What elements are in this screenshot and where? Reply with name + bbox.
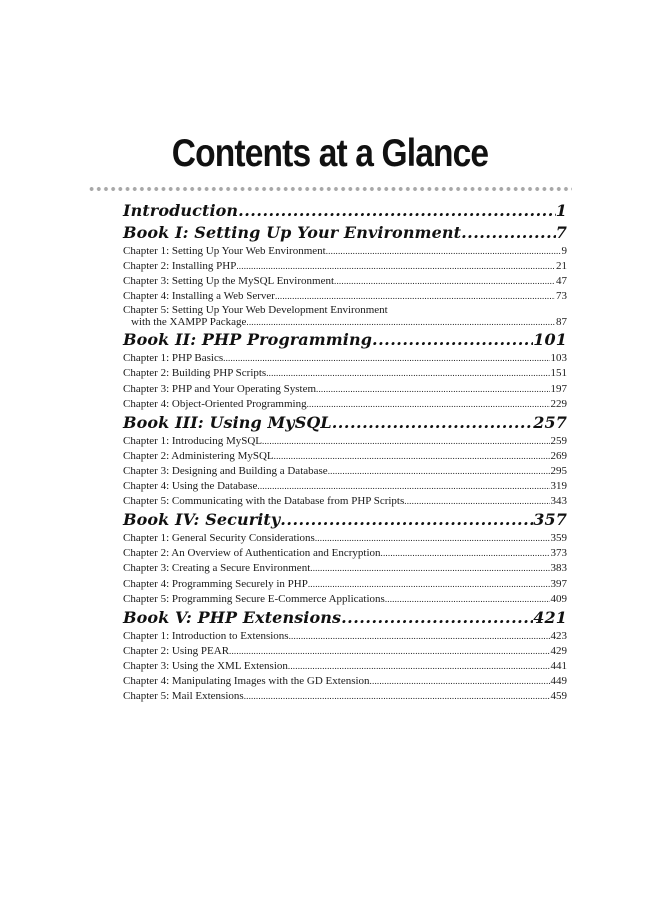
entry-label: Chapter 4: Programming Securely in PHP bbox=[123, 577, 308, 590]
dot-leader bbox=[332, 412, 534, 434]
entry-label: Book III: Using MySQL bbox=[123, 412, 332, 432]
toc-entry-chapter[interactable] bbox=[123, 644, 567, 659]
entry-label: Chapter 2: Administering MySQL bbox=[123, 449, 274, 462]
toc-entry-book[interactable] bbox=[123, 509, 567, 531]
book-group bbox=[123, 329, 567, 411]
entry-label: Chapter 2: An Overview of Authentication and Encryption bbox=[123, 547, 381, 560]
page-number: 357 bbox=[533, 510, 567, 530]
page-number: 7 bbox=[555, 223, 567, 242]
page-number: 449 bbox=[550, 674, 567, 687]
toc-entry-chapter[interactable] bbox=[123, 494, 567, 509]
entry-label: Chapter 5: Setting Up Your Web Development Environment bbox=[123, 304, 388, 317]
page-number: 87 bbox=[556, 316, 567, 329]
toc-entry-chapter[interactable] bbox=[123, 289, 567, 304]
page-number: 73 bbox=[556, 290, 567, 303]
chapter-label-continuation bbox=[123, 316, 567, 329]
toc-entry-chapter[interactable] bbox=[123, 366, 567, 381]
entry-label-continued: with the XAMPP Package bbox=[131, 316, 247, 329]
dot-leader bbox=[238, 200, 556, 222]
page-number: 101 bbox=[533, 330, 567, 350]
toc-entry-chapter[interactable] bbox=[123, 434, 567, 449]
entry-label: Book V: PHP Extensions bbox=[123, 607, 342, 627]
toc-entry-book[interactable] bbox=[123, 329, 567, 351]
dot-leader bbox=[289, 629, 550, 644]
entry-label: Chapter 1: PHP Basics bbox=[123, 352, 224, 365]
toc-entry-chapter[interactable] bbox=[123, 449, 567, 464]
toc-entry-chapter[interactable] bbox=[123, 382, 567, 397]
dot-leader bbox=[310, 561, 549, 576]
page-number: 343 bbox=[550, 495, 567, 508]
dot-leader bbox=[461, 222, 556, 244]
dot-leader bbox=[308, 577, 550, 592]
toc-entry-chapter[interactable] bbox=[123, 577, 567, 592]
toc-entry-book[interactable] bbox=[123, 222, 567, 244]
page-title: Contents at a Glance bbox=[171, 132, 489, 175]
dot-leader bbox=[229, 644, 549, 659]
entry-label: Chapter 1: Introduction to Extensions bbox=[123, 629, 289, 642]
toc-entry-chapter[interactable] bbox=[123, 592, 567, 607]
books-list bbox=[123, 222, 567, 704]
dot-leader bbox=[223, 351, 549, 366]
dot-leader bbox=[275, 289, 555, 304]
entry-label: Chapter 2: Installing PHP bbox=[123, 260, 237, 273]
page-number: 423 bbox=[550, 629, 567, 642]
entry-label: Chapter 3: PHP and Your Operating System bbox=[123, 382, 317, 395]
dot-leader bbox=[315, 531, 550, 546]
toc-entry-chapter[interactable] bbox=[123, 464, 567, 479]
entry-label: Chapter 3: Using the XML Extension bbox=[123, 659, 288, 672]
page-number: 295 bbox=[550, 464, 567, 477]
dot-leader bbox=[262, 434, 549, 449]
page-number: 103 bbox=[550, 352, 567, 365]
dot-leader bbox=[280, 509, 533, 531]
entry-label: Chapter 1: General Security Considerations bbox=[123, 532, 315, 545]
toc-entry-chapter[interactable] bbox=[123, 659, 567, 674]
entry-label: Chapter 4: Object-Oriented Programming bbox=[123, 397, 307, 410]
page-number: 359 bbox=[550, 532, 567, 545]
dot-leader bbox=[385, 592, 550, 607]
page-number: 459 bbox=[550, 690, 567, 703]
toc-entry-chapter[interactable] bbox=[123, 674, 567, 689]
dot-leader bbox=[257, 479, 549, 494]
dot-leader bbox=[334, 274, 555, 289]
page-number: 9 bbox=[561, 245, 567, 257]
dot-leader bbox=[307, 397, 550, 412]
entry-label: Chapter 2: Building PHP Scripts bbox=[123, 367, 267, 380]
page-number: 229 bbox=[550, 397, 567, 410]
book-group bbox=[123, 607, 567, 704]
toc-entry-chapter[interactable] bbox=[123, 546, 567, 561]
toc-entry-chapter[interactable] bbox=[123, 397, 567, 412]
entry-label: Chapter 1: Setting Up Your Web Environment bbox=[123, 245, 326, 257]
page-number: 373 bbox=[550, 547, 567, 560]
page-number: 257 bbox=[533, 412, 567, 432]
toc-entry-chapter[interactable] bbox=[123, 259, 567, 274]
entry-label: Chapter 3: Designing and Building a Database bbox=[123, 464, 328, 477]
page-number: 383 bbox=[550, 562, 567, 575]
entry-label: Chapter 5: Mail Extensions bbox=[123, 690, 244, 703]
dot-leader bbox=[381, 546, 550, 561]
toc-entry-chapter[interactable] bbox=[123, 561, 567, 576]
dot-leader bbox=[316, 382, 549, 397]
dot-leader bbox=[244, 689, 550, 704]
page-number: 421 bbox=[533, 607, 567, 627]
dot-leader bbox=[236, 259, 555, 274]
page-number: 397 bbox=[550, 577, 567, 590]
book-group bbox=[123, 509, 567, 606]
entry-label: Book II: PHP Programming bbox=[123, 330, 372, 350]
toc-entry-book[interactable] bbox=[123, 412, 567, 434]
entry-label: Chapter 4: Using the Database bbox=[123, 480, 258, 493]
book-group bbox=[123, 222, 567, 329]
entry-label: Chapter 5: Programming Secure E-Commerce Applications bbox=[123, 592, 385, 605]
page-number: 21 bbox=[556, 260, 567, 273]
toc-entry-chapter[interactable] bbox=[123, 244, 567, 259]
toc-entry-chapter[interactable] bbox=[123, 689, 567, 704]
entry-label: Chapter 3: Creating a Secure Environment bbox=[123, 562, 311, 575]
book-group bbox=[123, 412, 567, 509]
toc-entry-introduction[interactable] bbox=[123, 200, 567, 222]
entry-label: Chapter 2: Using PEAR bbox=[123, 644, 230, 657]
dot-leader bbox=[266, 366, 549, 381]
dotted-divider bbox=[88, 186, 572, 192]
dot-leader bbox=[246, 316, 555, 329]
toc-entry-chapter[interactable] bbox=[123, 531, 567, 546]
dot-leader bbox=[326, 244, 561, 259]
entry-label: Introduction bbox=[123, 201, 239, 220]
page-number: 47 bbox=[556, 275, 567, 288]
entry-label: Chapter 1: Introducing MySQL bbox=[123, 434, 263, 447]
page-number: 269 bbox=[550, 449, 567, 462]
entry-label: Chapter 4: Manipulating Images with the GD Extension bbox=[123, 674, 370, 687]
toc-entry-chapter[interactable] bbox=[123, 304, 567, 329]
page-number: 197 bbox=[550, 382, 567, 395]
entry-label: Chapter 5: Communicating with the Database from PHP Scripts bbox=[123, 495, 405, 508]
page-number: 319 bbox=[550, 480, 567, 493]
toc-entry-chapter[interactable] bbox=[123, 351, 567, 366]
entry-label: Chapter 3: Setting Up the MySQL Environment bbox=[123, 275, 335, 288]
toc-entry-chapter[interactable] bbox=[123, 629, 567, 644]
page-number: 441 bbox=[550, 659, 567, 672]
toc-entry-chapter[interactable] bbox=[123, 479, 567, 494]
dot-leader bbox=[372, 329, 533, 351]
page-number: 151 bbox=[550, 367, 567, 380]
entry-label: Book I: Setting Up Your Environment bbox=[123, 223, 462, 242]
toc-entry-book[interactable] bbox=[123, 607, 567, 629]
dot-leader bbox=[404, 494, 549, 509]
dot-leader bbox=[328, 464, 550, 479]
page-number: 259 bbox=[550, 434, 567, 447]
entry-label: Chapter 4: Installing a Web Server bbox=[123, 290, 275, 303]
page-number: 1 bbox=[555, 201, 567, 220]
dot-leader bbox=[274, 449, 550, 464]
dot-leader bbox=[288, 659, 550, 674]
dot-leader bbox=[341, 607, 533, 629]
entry-label: Book IV: Security bbox=[123, 510, 281, 530]
dot-leader bbox=[370, 674, 550, 689]
toc-entry-chapter[interactable] bbox=[123, 274, 567, 289]
page-number: 409 bbox=[550, 592, 567, 605]
table-of-contents bbox=[123, 200, 567, 704]
page-number: 429 bbox=[550, 644, 567, 657]
